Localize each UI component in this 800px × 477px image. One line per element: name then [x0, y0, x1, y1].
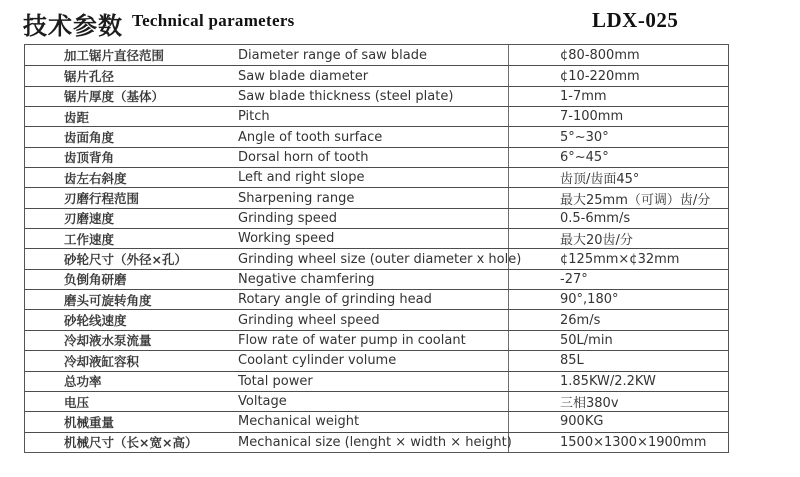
label-cell [25, 310, 508, 329]
label-chinese: 加工锯片直径范围 [64, 48, 165, 64]
label-english: Pitch [238, 109, 270, 125]
label-chinese: 负倒角研磨 [64, 272, 127, 288]
value-cell: 1-7mm [508, 87, 728, 106]
label-english: Working speed [238, 231, 335, 247]
label-english: Left and right slope [238, 170, 365, 186]
label-english: Dorsal horn of tooth [238, 149, 369, 165]
label-chinese: 冷却液水泵流量 [64, 333, 152, 349]
label-english: Mechanical size (lenght × width × height) [238, 434, 512, 450]
table-row [25, 269, 728, 289]
label-cell [25, 168, 508, 187]
label-cell [25, 148, 508, 167]
table-row [25, 126, 728, 146]
table-row [25, 309, 728, 329]
value-cell: 50L/min [508, 331, 728, 350]
label-cell [25, 66, 508, 85]
label-english: Sharpening range [238, 190, 355, 206]
table-row [25, 65, 728, 85]
label-chinese: 冷却液缸容积 [64, 353, 140, 369]
label-cell [25, 412, 508, 431]
label-cell [25, 372, 508, 391]
value-cell: -27° [508, 270, 728, 289]
label-chinese: 锯片厚度（基体） [64, 89, 165, 105]
label-cell [25, 351, 508, 370]
value-cell: 5°~30° [508, 127, 728, 146]
value-cell: 1.85KW/2.2KW [508, 372, 728, 391]
label-english: Flow rate of water pump in coolant [238, 332, 466, 348]
label-chinese: 磨头可旋转角度 [64, 292, 152, 308]
label-english: Saw blade thickness (steel plate) [238, 88, 454, 104]
label-cell [25, 127, 508, 146]
table-row [25, 350, 728, 370]
table-row [25, 411, 728, 431]
table-row [25, 228, 728, 248]
label-chinese: 工作速度 [64, 231, 115, 247]
table-row [25, 371, 728, 391]
table-row [25, 208, 728, 228]
value-cell: 90°,180° [508, 290, 728, 309]
page-title-english: Technical parameters [132, 11, 295, 30]
table-row [25, 45, 728, 65]
label-english: Total power [238, 373, 313, 389]
label-cell [25, 209, 508, 228]
label-english: Grinding speed [238, 210, 338, 226]
value-cell: 6°~45° [508, 148, 728, 167]
label-english: Saw blade diameter [238, 68, 369, 84]
table-row [25, 330, 728, 350]
table-row [25, 167, 728, 187]
spec-table [24, 44, 729, 453]
value-cell: 85L [508, 351, 728, 370]
label-chinese: 砂轮线速度 [64, 313, 127, 329]
table-row [25, 289, 728, 309]
label-english: Grinding wheel speed [238, 312, 380, 328]
table-row [25, 391, 728, 411]
label-cell [25, 331, 508, 350]
label-cell [25, 392, 508, 411]
table-row [25, 187, 728, 207]
label-english: Angle of tooth surface [238, 129, 383, 145]
label-cell [25, 249, 522, 268]
page-title-chinese: 技术参数 [23, 12, 123, 40]
table-row [25, 248, 728, 268]
label-english: Grinding wheel size (outer diameter x hole) [238, 251, 522, 267]
label-english: Mechanical weight [238, 414, 360, 430]
table-row [25, 147, 728, 167]
label-cell [25, 433, 512, 452]
value-cell: 26m/s [508, 310, 728, 329]
label-english: Diameter range of saw blade [238, 47, 428, 63]
value-cell: 1500×1300×1900mm [508, 433, 728, 452]
label-chinese: 齿左右斜度 [64, 170, 127, 186]
value-cell: 最大20齿/分 [508, 229, 728, 248]
value-cell: 三相380v [508, 392, 728, 411]
label-cell [25, 229, 508, 248]
label-english: Voltage [238, 394, 287, 410]
label-chinese: 电压 [64, 394, 90, 410]
label-chinese: 砂轮尺寸（外径×孔） [64, 252, 187, 268]
value-cell: 0.5-6mm/s [508, 209, 728, 228]
value-cell: 7-100mm [508, 107, 728, 126]
model-number: LDX-025 [592, 8, 679, 32]
label-english: Coolant cylinder volume [238, 353, 397, 369]
table-row [25, 432, 728, 452]
value-cell: 齿顶/齿面45° [508, 168, 728, 187]
label-chinese: 齿面角度 [64, 130, 115, 146]
value-cell: 最大25mm（可调）齿/分 [508, 188, 728, 207]
label-cell [25, 270, 508, 289]
label-cell [25, 45, 508, 65]
label-chinese: 齿距 [64, 109, 90, 125]
label-chinese: 总功率 [64, 374, 102, 390]
label-cell [25, 87, 508, 106]
label-english: Negative chamfering [238, 271, 375, 287]
label-chinese: 机械尺寸（长×宽×高） [64, 435, 198, 451]
label-chinese: 锯片孔径 [64, 69, 115, 85]
label-cell [25, 188, 508, 207]
value-cell: ¢10-220mm [508, 66, 728, 85]
table-row [25, 106, 728, 126]
label-cell [25, 290, 508, 309]
value-cell: ¢80-800mm [508, 45, 728, 65]
label-chinese: 刃磨行程范围 [64, 191, 140, 207]
value-cell: ¢125mm×¢32mm [508, 249, 728, 268]
value-cell: 900KG [508, 412, 728, 431]
label-chinese: 齿顶背角 [64, 150, 115, 166]
label-english: Rotary angle of grinding head [238, 292, 432, 308]
label-chinese: 机械重量 [64, 414, 115, 430]
table-row [25, 86, 728, 106]
label-cell [25, 107, 508, 126]
label-chinese: 刃磨速度 [64, 211, 115, 227]
